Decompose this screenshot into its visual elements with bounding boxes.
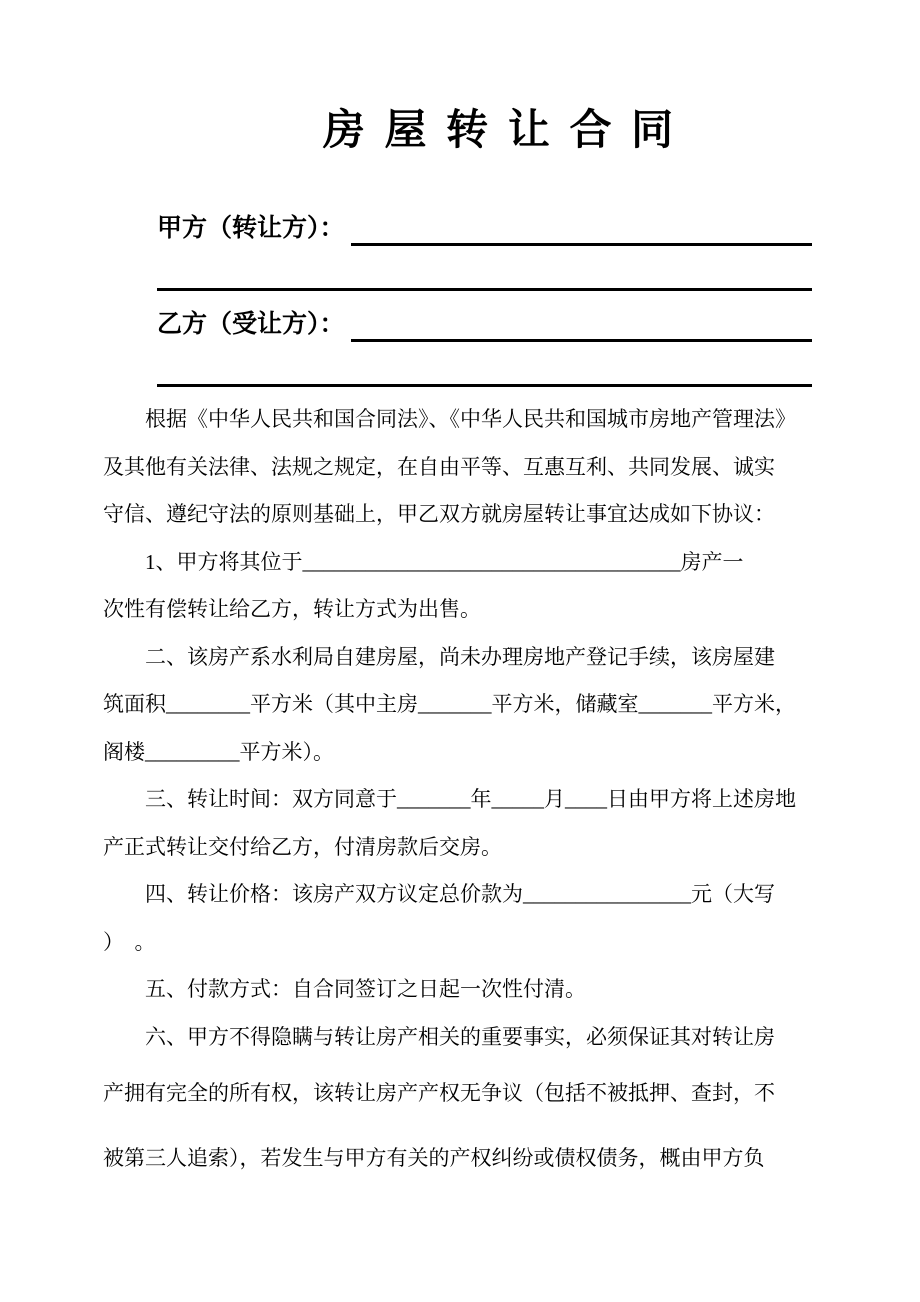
body-line-clause4-2: ） 。 — [103, 929, 156, 954]
party-a-continuation-blank-line — [157, 288, 812, 291]
document-title: 房 屋 转 让 合 同 — [322, 106, 678, 153]
body-line-clause1-1: 1、甲方将其位于____________________________________房产一 — [145, 549, 744, 574]
body-line-clause5-1: 五、付款方式：自合同签订之日起一次性付清。 — [145, 977, 586, 1001]
party-b-label: 乙方（受让方）： — [157, 311, 345, 338]
body-line-clause2-1: 二、该房产系水利局自建房屋，尚未办理房地产登记手续，该房屋建 — [145, 644, 775, 669]
body-line-clause6-3: 被第三人追索），若发生与甲方有关的产权纠纷或债权债务，概由甲方负 — [103, 1145, 765, 1170]
party-a-blank-line — [351, 213, 812, 246]
body-line-clause2-2: 筑面积________平方米（其中主房_______平方米，储藏室_______平方米， — [103, 692, 796, 716]
body-line-clause1-2: 次性有偿转让给乙方，转让方式为出售。 — [103, 597, 481, 621]
body-line-clause4-1: 四、转让价格：该房产双方议定总价款为________________元（大写 — [145, 882, 775, 906]
body-line-clause6-1: 六、甲方不得隐瞒与转让房产相关的重要事实，必须保证其对转让房 — [145, 1024, 775, 1049]
body-line-clause2-3: 阁楼_________平方米）。 — [103, 739, 334, 764]
party-b-row — [157, 308, 812, 342]
party-b-blank-line — [351, 309, 812, 342]
body-line-preamble-3: 守信、遵纪守法的原则基础上，甲乙双方就房屋转让事宜达成如下协议： — [103, 502, 775, 526]
party-b-continuation-blank-line — [157, 384, 812, 387]
body-line-clause3-1: 三、转让时间：双方同意于_______年_____月____日由甲方将上述房地 — [145, 787, 796, 811]
contract-body — [103, 396, 823, 1182]
party-a-row — [157, 212, 812, 246]
body-line-clause3-2: 产正式转让交付给乙方，付清房款后交房。 — [103, 834, 502, 859]
body-line-clause6-2: 产拥有完全的所有权，该转让房产产权无争议（包括不被抵押、查封，不 — [103, 1081, 775, 1105]
body-line-preamble-2: 及其他有关法律、法规之规定，在自由平等、互惠互利、共同发展、诚实 — [103, 454, 775, 479]
body-line-preamble-1: 根据《中华人民共和国合同法》、《中华人民共和国城市房地产管理法》 — [145, 407, 796, 431]
party-a-label: 甲方（转让方）： — [157, 215, 345, 242]
